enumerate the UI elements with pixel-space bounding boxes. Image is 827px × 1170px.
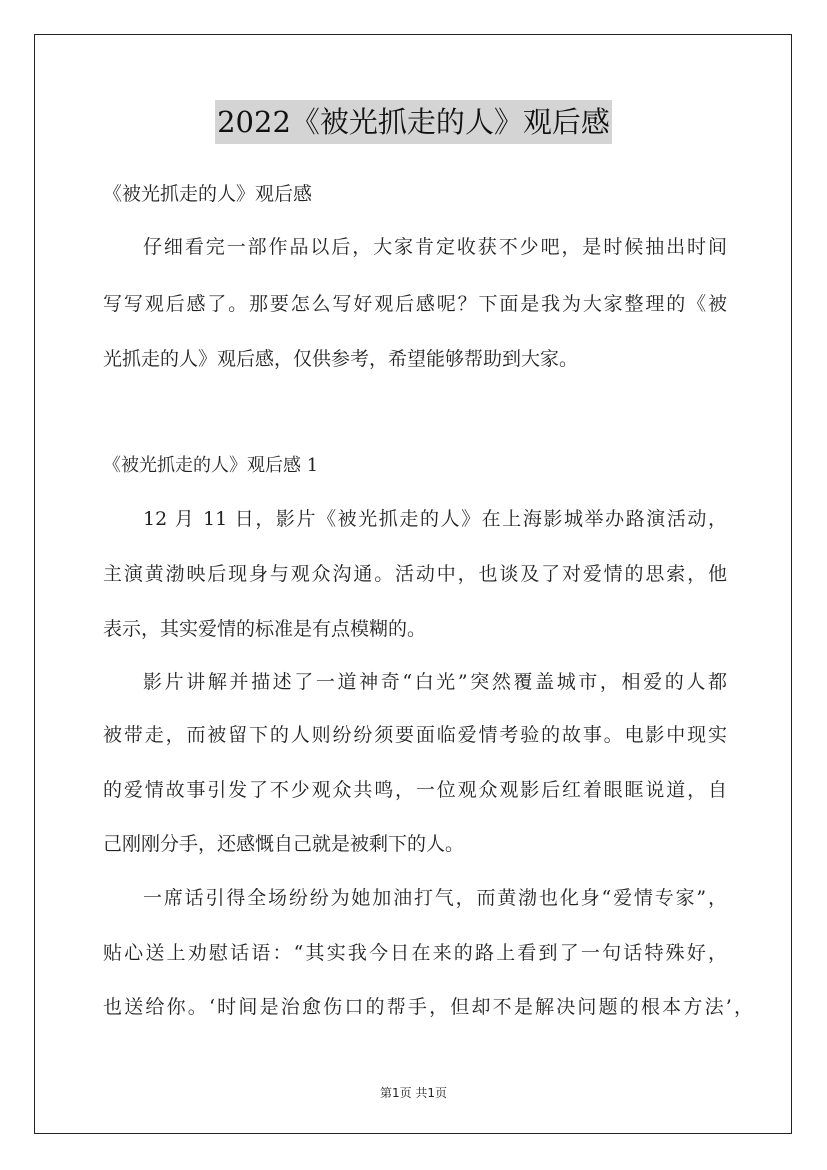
p3-line-1: 一席话引得全场纷纷为她加油打气，而黄渤也化身“爱情专家”， (143, 887, 727, 909)
p2-line-3: 的爱情故事引发了不少观众共鸣，一位观众观影后红着眼眶说道，自 (103, 779, 727, 801)
intro-line-2: 写写观后感了。那要怎么写好观后感呢？下面是我为大家整理的《被 (103, 293, 727, 315)
document-title: 2022《被光抓走的人》观后感 (215, 100, 612, 144)
p1-line-2: 主演黄渤映后现身与观众沟通。活动中，也谈及了对爱情的思索，他 (103, 563, 727, 585)
p2-line-2: 被带走，而被留下的人则纷纷须要面临爱情考验的故事。电影中现实 (103, 724, 727, 746)
subtitle: 《被光抓走的人》观后感 (103, 183, 313, 205)
p3-line-3: 也送给你。‘时间是治愈伤口的帮手，但却不是解决问题的根本方法’， (103, 996, 753, 1018)
p1-line-3: 表示，其实爱情的标准是有点模糊的。 (103, 618, 427, 640)
p2-line-1: 影片讲解并描述了一道神奇“白光”突然覆盖城市，相爱的人都 (143, 671, 727, 693)
page-footer: 第1页 共1页 (379, 1086, 448, 1100)
p1-line-1: 12 月 11 日，影片《被光抓走的人》在上海影城举办路演活动， (143, 508, 727, 530)
p3-line-2: 贴心送上劝慰话语：“其实我今日在来的路上看到了一句话特殊好， (103, 942, 727, 964)
section-title: 《被光抓走的人》观后感 1 (103, 455, 319, 476)
intro-line-3: 光抓走的人》观后感，仅供参考，希望能够帮助到大家。 (103, 348, 579, 370)
title-container (0, 100, 827, 144)
p2-line-4: 己刚刚分手，还感慨自己就是被剩下的人。 (103, 833, 465, 855)
intro-line-1: 仔细看完一部作品以后，大家肯定收获不少吧，是时候抽出时间 (143, 236, 727, 258)
